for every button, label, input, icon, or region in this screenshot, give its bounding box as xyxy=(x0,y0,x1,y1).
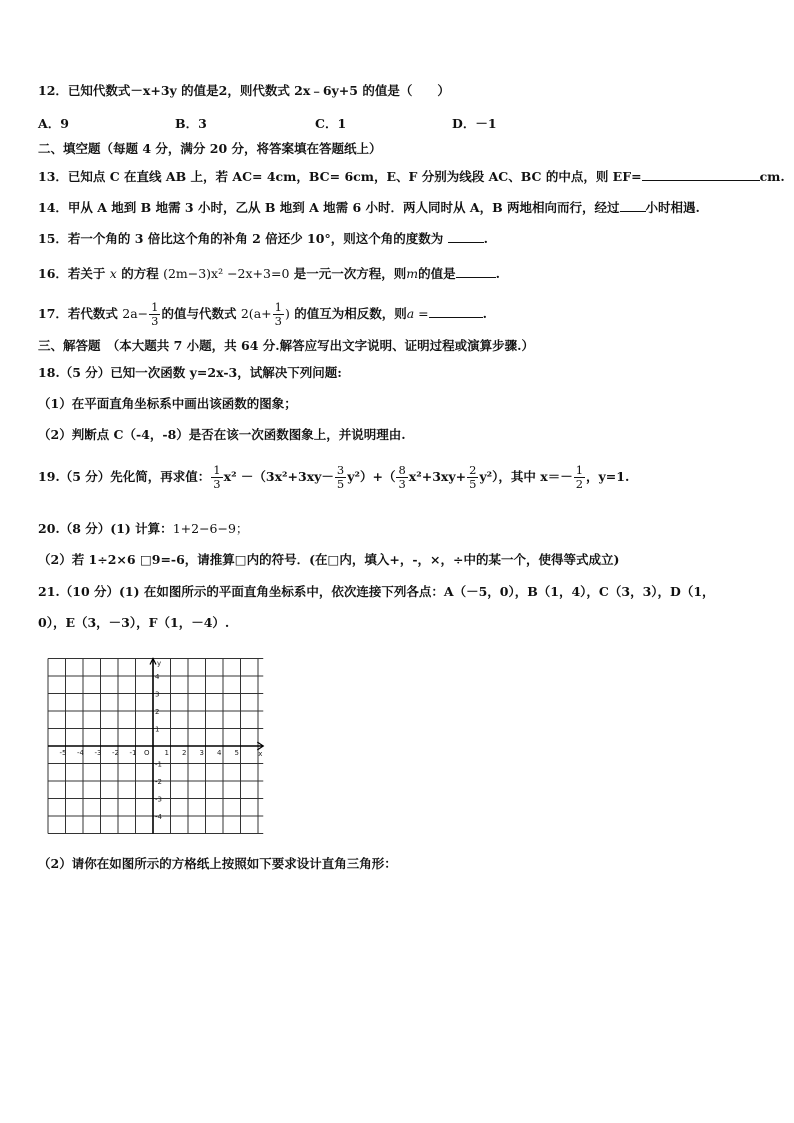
question-15 xyxy=(38,229,488,248)
fraction-numerator: 1 xyxy=(213,463,221,477)
question-17-pre: 17．若代数式 xyxy=(38,306,118,321)
answer-blank[interactable] xyxy=(429,304,483,318)
y-tick-label: 1 xyxy=(155,725,160,734)
question-16-pre: 16．若关于 xyxy=(38,266,106,281)
x-tick-label: 1 xyxy=(164,749,169,757)
choice-c: C．1 xyxy=(315,116,347,131)
fraction-denominator: 3 xyxy=(398,477,406,491)
fraction-numerator: 2 xyxy=(469,463,477,477)
y-tick-label: -2 xyxy=(155,778,162,786)
answer-blank[interactable] xyxy=(620,198,646,212)
question-17-mid: 的值与代数式 xyxy=(161,306,237,321)
question-12-choices xyxy=(38,114,558,132)
fraction-numerator: 1 xyxy=(151,300,159,314)
fraction-denominator: 3 xyxy=(274,314,282,328)
expression: 1+2−6−9； xyxy=(172,521,249,536)
x-tick-label: -2 xyxy=(112,749,119,757)
question-18-part-2: （2）判断点 C（-4，-8）是否在该一次函数图象上，并说明理由. xyxy=(38,427,406,442)
question-14 xyxy=(38,198,700,217)
expr1: 2a− xyxy=(122,306,149,321)
question-13-unit: cm. xyxy=(759,169,785,184)
x-tick-label: -3 xyxy=(94,749,102,757)
question-20-part-1 xyxy=(38,520,248,538)
question-16-post2: 的值是 xyxy=(418,266,456,281)
y-tick-label: 2 xyxy=(155,708,160,716)
question-20-pre: 20.（8 分）(1) 计算： xyxy=(38,521,173,536)
equation: (2m−3)x² −2x+3=0 xyxy=(163,266,290,281)
fraction-numerator: 1 xyxy=(575,463,584,477)
fraction xyxy=(273,301,284,328)
var-m: m xyxy=(406,266,419,281)
fraction xyxy=(396,464,407,491)
term: y²），其中 x＝－ xyxy=(479,469,573,484)
fraction-denominator: 3 xyxy=(151,314,159,328)
x-tick-label: 3 xyxy=(199,749,204,757)
expr2: 2(a+ xyxy=(240,306,272,321)
x-tick-label: 4 xyxy=(217,749,222,757)
fraction-denominator: 2 xyxy=(575,477,584,491)
coordinate-grid[interactable] xyxy=(47,654,269,834)
x-tick-label: 5 xyxy=(234,749,239,757)
term: x² －（3x²+3xy－ xyxy=(223,469,334,484)
answer-blank[interactable] xyxy=(448,229,484,243)
question-14-text: 14．甲从 A 地到 B 地需 3 小时，乙从 B 地到 A 地需 6 小时．两人同时从 A，B 两地相向而行，经过 xyxy=(38,200,620,215)
y-tick-label: -3 xyxy=(155,795,162,804)
fraction-numerator: 8 xyxy=(398,463,406,477)
fraction-denominator: 3 xyxy=(213,477,221,491)
question-20-part-2: （2）若 1÷2×6 □9=-6，请推算□内的符号．(在□内，填入+，-，×，÷中的某一个，使得等式成立) xyxy=(38,552,620,567)
question-15-text: 15．若一个角的 3 倍比这个角的补角 2 倍还少 10°，则这个角的度数为 xyxy=(38,231,444,246)
fraction-numerator: 3 xyxy=(336,463,345,477)
question-16-mid: 的方程 xyxy=(121,266,159,281)
choice-d: D．－1 xyxy=(452,116,497,131)
question-16-post: 是一元一次方程，则 xyxy=(293,266,407,281)
fraction xyxy=(467,464,478,491)
question-13 xyxy=(38,167,785,186)
question-19-pre: 19.（5 分）先化简，再求值： xyxy=(38,469,211,484)
var-x: x xyxy=(109,266,117,281)
term: y²）+（ xyxy=(347,469,396,484)
origin-label: O xyxy=(144,749,150,757)
choice-b: B．3 xyxy=(175,116,207,131)
y-tick-label: -1 xyxy=(155,760,162,769)
x-tick-label: -5 xyxy=(59,749,67,757)
fraction xyxy=(149,301,160,328)
y-tick-label: 4 xyxy=(155,673,160,681)
question-18-part-1: （1）在平面直角坐标系中画出该函数的图象； xyxy=(38,396,297,411)
var-a: a = xyxy=(406,306,429,321)
x-axis-label: x xyxy=(258,750,263,758)
y-tick-label: -4 xyxy=(155,813,162,821)
y-axis-label: y xyxy=(157,659,162,668)
fraction xyxy=(574,464,585,491)
question-16 xyxy=(38,264,500,283)
question-13-text: 13．已知点 C 在直线 AB 上，若 AC= 4cm，BC= 6cm，E、F 分别为线段 AC、BC 的中点，则 EF= xyxy=(38,169,642,184)
question-18: 18.（5 分）已知一次函数 y=2x-3，试解决下列问题: xyxy=(38,365,342,380)
question-17 xyxy=(38,299,487,329)
coordinate-grid-svg xyxy=(47,654,269,834)
term: ，y=1. xyxy=(586,469,630,484)
section-3-heading: 三、解答题 （本大题共 7 小题，共 64 分.解答应写出文字说明、证明过程或演算步骤.） xyxy=(38,338,534,353)
question-17-post: 的值互为相反数，则 xyxy=(294,306,407,321)
x-tick-label: 2 xyxy=(182,749,187,757)
expr2-close: ) xyxy=(284,306,290,321)
fraction xyxy=(211,464,222,491)
x-tick-label: -1 xyxy=(129,749,137,757)
question-19 xyxy=(38,460,629,494)
fraction-denominator: 5 xyxy=(469,477,477,491)
question-12: 12．已知代数式－x+3y 的值是2，则代数式 2x﹣6y+5 的值是（ ） xyxy=(38,83,450,98)
section-2-heading: 二、填空题（每题 4 分，满分 20 分，将答案填在答题纸上） xyxy=(38,141,382,156)
question-14-post: 小时相遇. xyxy=(645,200,700,215)
fraction-denominator: 5 xyxy=(336,477,345,491)
y-tick-label: 3 xyxy=(155,690,160,699)
question-15-end: . xyxy=(483,231,488,246)
fraction xyxy=(335,464,346,491)
question-21-cont: 0），E（3，－3），F（1，－4）. xyxy=(38,615,230,630)
x-tick-label: -4 xyxy=(77,749,84,757)
question-21: 21.（10 分）(1) 在如图所示的平面直角坐标系中，依次连接下列各点：A（－5，0），B（1，4），C（3，3），D（1， xyxy=(38,584,715,599)
question-17-end: . xyxy=(482,306,487,321)
term: x²+3xy+ xyxy=(408,469,467,484)
question-21-part-2: （2）请你在如图所示的方格纸上按照如下要求设计直角三角形： xyxy=(38,856,397,871)
fraction-numerator: 1 xyxy=(274,300,282,314)
choice-a: A．9 xyxy=(38,116,69,131)
answer-blank[interactable] xyxy=(456,264,496,278)
answer-blank[interactable] xyxy=(642,167,760,181)
question-16-end: . xyxy=(495,266,501,281)
